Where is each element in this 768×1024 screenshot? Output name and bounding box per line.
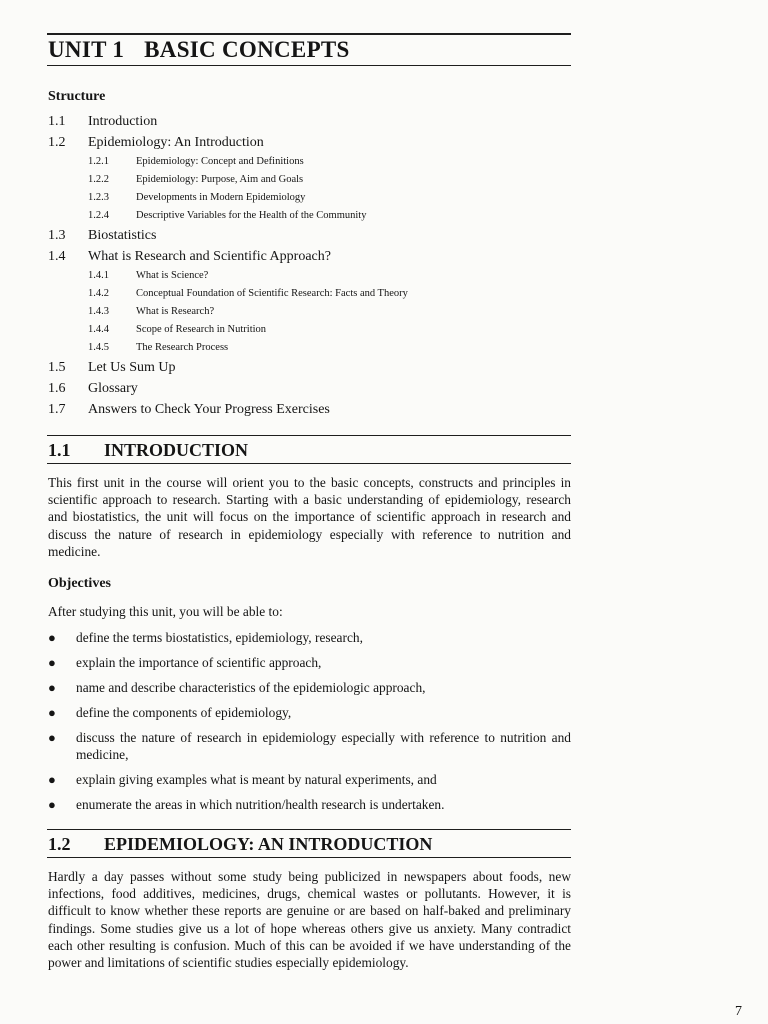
toc-label: The Research Process [136, 342, 229, 353]
toc-number: 1.4.3 [88, 306, 109, 317]
toc-label: Conceptual Foundation of Scientific Research: Facts and Theory [136, 288, 408, 299]
toc-number: 1.4 [48, 249, 66, 264]
toc-label: What is Science? [136, 270, 209, 281]
section-bottom-rule [47, 857, 571, 858]
list-item [48, 704, 571, 721]
toc-number: 1.2 [48, 135, 66, 150]
unit-number: UNIT 1 [48, 37, 125, 62]
objective-text: name and describe characteristics of the epidemiologic approach, [76, 680, 426, 695]
page-number: 7 [735, 1004, 742, 1019]
unit-name: BASIC CONCEPTS [144, 37, 350, 62]
section-heading-epidemiology [48, 834, 433, 855]
toc-number: 1.4.2 [88, 288, 109, 299]
list-item [48, 729, 571, 763]
toc-label: Epidemiology: Purpose, Aim and Goals [136, 174, 304, 185]
objective-text: define the terms biostatistics, epidemiology, research, [76, 630, 363, 645]
toc-label: Epidemiology: Concept and Definitions [136, 156, 304, 167]
list-item [48, 796, 571, 813]
objective-text: explain giving examples what is meant by natural experiments, and [76, 772, 437, 787]
list-item [48, 654, 571, 671]
toc-label: Glossary [88, 381, 138, 396]
objective-text: define the components of epidemiology, [76, 705, 292, 720]
bullet-icon: ● [48, 630, 56, 645]
section-title: EPIDEMIOLOGY: AN INTRODUCTION [104, 834, 433, 854]
section-title: INTRODUCTION [104, 440, 249, 460]
toc-number: 1.7 [48, 402, 66, 417]
bullet-icon: ● [48, 772, 56, 787]
list-item [48, 629, 571, 646]
toc-label: Scope of Research in Nutrition [136, 324, 267, 335]
bullet-icon: ● [48, 705, 56, 720]
toc-number: 1.2.4 [88, 210, 109, 221]
toc-number: 1.4.4 [88, 324, 109, 335]
section-number: 1.2 [48, 834, 71, 854]
toc-number: 1.6 [48, 381, 66, 396]
objectives-heading: Objectives [48, 576, 111, 591]
toc-label: What is Research? [136, 306, 215, 317]
toc-label: What is Research and Scientific Approach? [88, 249, 331, 264]
list-item [48, 679, 571, 696]
toc-label: Answers to Check Your Progress Exercises [88, 402, 330, 417]
section-top-rule [47, 435, 571, 436]
toc-number: 1.5 [48, 360, 66, 375]
toc-label: Epidemiology: An Introduction [88, 135, 264, 150]
section-bottom-rule [47, 463, 571, 464]
objective-text: enumerate the areas in which nutrition/health research is undertaken. [76, 797, 445, 812]
structure-heading: Structure [48, 89, 106, 104]
toc-label: Descriptive Variables for the Health of the Community [136, 210, 367, 221]
toc-label: Introduction [88, 114, 158, 129]
objective-text: explain the importance of scientific approach, [76, 655, 322, 670]
list-item [48, 771, 571, 788]
toc-label: Developments in Modern Epidemiology [136, 192, 306, 203]
section-number: 1.1 [48, 440, 71, 460]
toc-number: 1.1 [48, 114, 66, 129]
toc-number: 1.2.3 [88, 192, 109, 203]
unit-title [48, 37, 350, 63]
unit-title-top-rule [47, 33, 571, 35]
toc-label: Let Us Sum Up [88, 360, 176, 375]
toc-label: Biostatistics [88, 228, 157, 243]
bullet-icon: ● [48, 680, 56, 695]
toc-number: 1.2.1 [88, 156, 109, 167]
section-heading-introduction [48, 440, 249, 461]
introduction-paragraph: This first unit in the course will orient you to the basic concepts, constructs and principles in scientific approach to research. Starting with a basic understanding of epidemiology, research and biostatistics, the unit will focus on the importance of scientific approach in research and discuss the nature of research in epidemiology especially with reference to nutrition and medicine. [48, 475, 571, 559]
section-top-rule [47, 829, 571, 830]
unit-title-bottom-rule [47, 65, 571, 66]
objectives-intro: After studying this unit, you will be able to: [48, 604, 283, 619]
objective-text: discuss the nature of research in epidemiology especially with reference to nutrition and medicine, [76, 730, 571, 762]
bullet-icon: ● [48, 797, 56, 812]
toc-number: 1.4.5 [88, 342, 109, 353]
toc-number: 1.2.2 [88, 174, 109, 185]
toc-number: 1.3 [48, 228, 66, 243]
toc-number: 1.4.1 [88, 270, 109, 281]
bullet-icon: ● [48, 730, 56, 745]
epidemiology-paragraph: Hardly a day passes without some study being publicized in newspapers about foods, new infections, food additives, medicines, drugs, chemical wastes or pollutants. However, it is difficult to know whether these reports are genuine or are based on half-baked and preliminary findings. Some studies give us a lot of hope whereas others give us anxiety. Many contradict each other resulting is confusion. Much of this can be avoided if we have understanding of the power and limitations of scientific studies especially epidemiology. [48, 869, 571, 971]
bullet-icon: ● [48, 655, 56, 670]
